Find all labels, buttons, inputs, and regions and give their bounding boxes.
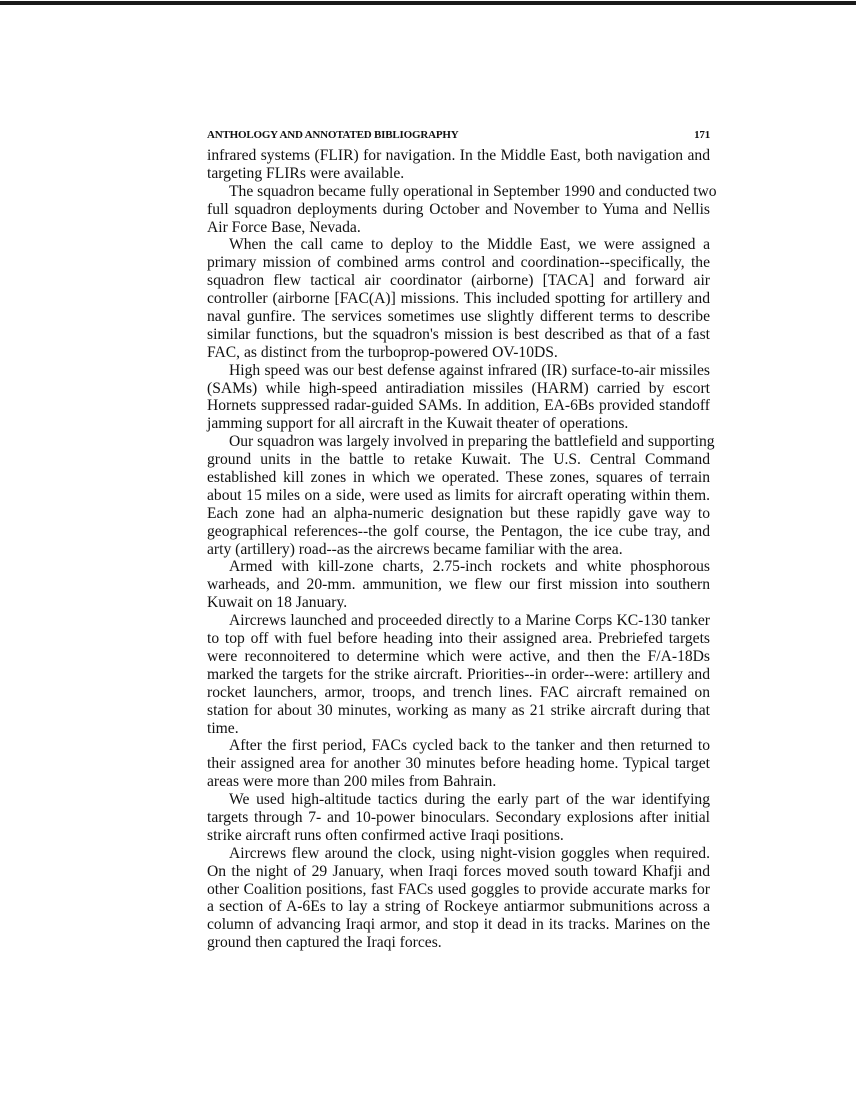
text-line: naval gunfire. The services sometimes use slightly different terms to describe <box>207 308 710 326</box>
text-line: Air Force Base, Nevada. <box>207 218 361 236</box>
text-line: Each zone had an alpha-numeric designation but these rapidly gave way to <box>207 504 710 522</box>
text-line: jamming support for all aircraft in the Kuwait theater of operations. <box>207 415 629 433</box>
text-line: to top off with fuel before heading into their assigned area. Prebriefed targets <box>207 630 710 648</box>
text-line: On the night of 29 January, when Iraqi forces moved south toward Khafji and <box>207 862 710 880</box>
text-line: When the call came to deploy to the Middle East, we were assigned a <box>229 236 710 254</box>
text-line: targets through 7- and 10-power binoculars. Secondary explosions after initial <box>207 808 710 826</box>
text-line: their assigned area for another 30 minutes before heading home. Typical target <box>207 755 710 773</box>
text-line: full squadron deployments during October and November to Yuma and Nellis <box>207 200 710 218</box>
text-line: about 15 miles on a side, were used as limits for aircraft operating within them. <box>207 486 710 504</box>
text-line: a section of A-6Es to lay a string of Rockeye antiarmor submunitions across a <box>207 898 710 916</box>
text-line: station for about 30 minutes, working as many as 21 strike aircraft during that <box>207 701 710 719</box>
paragraph <box>207 182 717 237</box>
text-line: We used high-altitude tactics during the early part of the war identifying <box>229 791 710 809</box>
paragraph <box>207 433 715 558</box>
text-line: targeting FLIRs were available. <box>207 164 405 182</box>
text-line: Hornets suppressed radar-guided SAMs. In addition, EA-6Bs provided standoff <box>207 397 710 415</box>
text-line: areas were more than 200 miles from Bahrain. <box>207 773 497 791</box>
paragraph <box>207 558 710 612</box>
paragraph <box>207 845 710 952</box>
text-line: Kuwait on 18 January. <box>207 594 348 612</box>
paragraph <box>207 791 710 845</box>
text-line: other Coalition positions, fast FACs used goggles to provide accurate marks for <box>207 880 710 898</box>
paragraph <box>207 236 710 361</box>
text-line: High speed was our best defense against infrared (IR) surface-to-air missiles <box>229 361 710 379</box>
running-header <box>207 129 710 141</box>
text-line: FAC, as distinct from the turboprop-powered OV-10DS. <box>207 343 558 361</box>
text-line: warheads, and 20-mm. ammunition, we flew our first mission into southern <box>207 576 710 594</box>
text-line: Armed with kill-zone charts, 2.75-inch rockets and white phosphorous <box>229 558 710 576</box>
top-rule <box>0 1 856 5</box>
text-line: arty (artillery) road--as the aircrews became familiar with the area. <box>207 540 623 558</box>
text-line: column of advancing Iraqi armor, and stop it dead in its tracks. Marines on the <box>207 916 710 934</box>
text-line: controller (airborne [FAC(A)] missions. This included spotting for artillery and <box>207 290 710 308</box>
text-line: marked the targets for the strike aircraft. Priorities--in order--were: artillery and <box>207 665 710 683</box>
text-line: established kill zones in which we operated. These zones, squares of terrain <box>207 469 710 487</box>
text-line: time. <box>207 719 239 737</box>
text-line: (SAMs) while high-speed antiradiation missiles (HARM) carried by escort <box>207 379 710 397</box>
text-line: squadron flew tactical air coordinator (airborne) [TACA] and forward air <box>207 272 710 290</box>
text-line: rocket launchers, armor, troops, and trench lines. FAC aircraft remained on <box>207 683 710 701</box>
body-text <box>207 147 717 952</box>
paragraph <box>207 362 710 434</box>
text-line: ground units in the battle to retake Kuwait. The U.S. Central Command <box>207 451 710 469</box>
paragraph <box>207 737 710 791</box>
text-line: Our squadron was largely involved in preparing the battlefield and supporting <box>229 433 715 451</box>
text-line: Aircrews flew around the clock, using night-vision goggles when required. <box>229 844 710 862</box>
text-line: ground then captured the Iraqi forces. <box>207 934 442 952</box>
text-line: Aircrews launched and proceeded directly to a Marine Corps KC-130 tanker <box>229 612 710 630</box>
text-line: primary mission of combined arms control and coordination--specifically, the <box>207 254 710 272</box>
text-line: The squadron became fully operational in September 1990 and conducted two <box>229 182 717 200</box>
text-line: similar functions, but the squadron's mission is best described as that of a fast <box>207 325 710 343</box>
text-line: geographical references--the golf course, the Pentagon, the ice cube tray, and <box>207 522 710 540</box>
text-line: infrared systems (FLIR) for navigation. In the Middle East, both navigation and <box>207 147 710 164</box>
running-title: ANTHOLOGY AND ANNOTATED BIBLIOGRAPHY <box>207 129 459 141</box>
text-line: After the first period, FACs cycled back to the tanker and then returned to <box>229 737 710 755</box>
paragraph <box>207 147 710 183</box>
text-line: were reconnoitered to determine which were active, and then the F/A-18Ds <box>207 647 710 665</box>
paragraph <box>207 612 710 737</box>
page-number: 171 <box>694 129 710 141</box>
text-line: strike aircraft runs often confirmed active Iraqi positions. <box>207 826 564 844</box>
